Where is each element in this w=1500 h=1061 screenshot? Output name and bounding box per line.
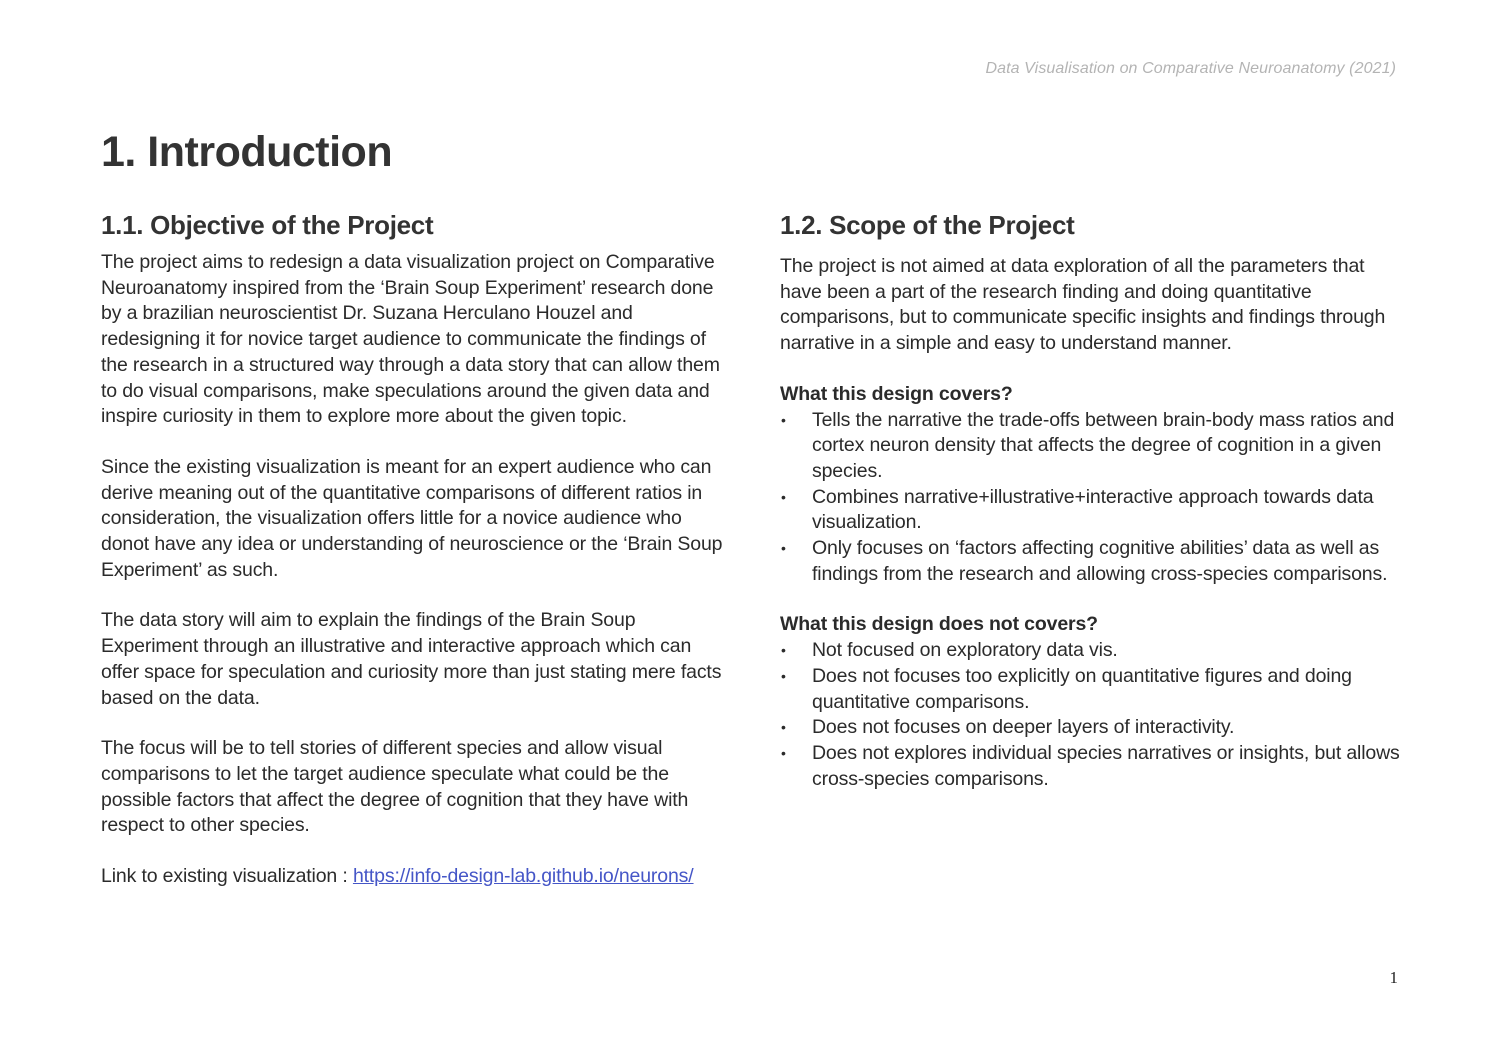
objective-section [101,208,726,915]
page-number: 1 [1389,968,1398,987]
list-item-text: Not focused on exploratory data vis. [812,639,1118,662]
bullet-icon: • [781,411,786,428]
list-item [780,485,1400,536]
link-label: Link to existing visualization : [101,865,353,888]
bullet-icon: • [781,540,786,557]
bullet-icon: • [781,719,786,736]
list-item-text: Combines narrative+illustrative+interactive approach towards data visualization. [812,485,1374,534]
list-item-text: Does not focuses too explicitly on quantitative figures and doing quantitative comparisons. [812,664,1352,713]
scope-intro: The project is not aimed at data exploration of all the parameters that have been a part of the research finding and doing quantitative comparisons, but to communicate specific insights and findings through narrative in a simple and easy to understand manner. [780,255,1386,355]
list-item-text: Does not explores individual species narratives or insights, but allows cross-species comparisons. [812,741,1400,790]
bullet-icon: • [781,744,786,761]
list-item [780,536,1400,587]
not-covers-list [780,638,1400,792]
list-item [780,741,1400,792]
list-item-text: Only focuses on ‘factors affecting cognitive abilities’ data as well as findings from the research and allowing cross-species comparisons. [812,537,1388,585]
objective-paragraph: The focus will be to tell stories of different species and allow visual comparisons to let the target audience speculate what could be the possible factors that affect the degree of cognition that they have with respect to other species. [101,737,689,837]
bullet-icon: • [781,488,786,505]
running-header: Data Visualisation on Comparative Neuroanatomy (2021) [985,60,1396,77]
objective-paragraph: The project aims to redesign a data visualization project on Comparative Neuroanatomy inspired from the ‘Brain Soup Experiment’ research done by a brazilian neuroscientist Dr. Suzana Herculano Houzel and redesigning it for novice target audience to communicate the findings of the research in a structured way through a data story that can allow them to do visual comparisons, make speculations around the given data and inspire curiosity in them to explore more about the given topic. [101,251,720,428]
objective-heading: 1.1. Objective of the Project [101,210,434,240]
list-item-text: Does not focuses on deeper layers of interactivity. [812,716,1235,739]
covers-heading: What this design covers? [780,382,1013,405]
existing-visualization-link[interactable]: https://info-design-lab.github.io/neurons/ [352,865,694,888]
list-item [780,638,1400,664]
not-covers-heading: What this design does not covers? [780,613,1098,636]
bullet-icon: • [781,667,786,684]
covers-list [780,408,1400,588]
scope-section [780,208,1400,817]
objective-paragraph: Since the existing visualization is meant for an expert audience who can derive meaning out of the quantitative comparisons of different ratios in consideration, the visualization offers little for a novice audience who donot have any idea or understanding of neuroscience or the ‘Brain Soup Experiment’ as such. [101,455,723,581]
bullet-icon: • [781,642,786,659]
objective-paragraph: The data story will aim to explain the findings of the Brain Soup Experiment through an illustrative and interactive approach which can offer space for speculation and curiosity more than just stating mere facts based on the data. [101,609,722,709]
list-item [780,664,1400,715]
scope-heading: 1.2. Scope of the Project [780,210,1075,240]
list-item [780,715,1400,741]
page-title: 1. Introduction [101,128,393,176]
existing-visualization-link-line [101,864,726,890]
list-item [780,408,1400,485]
list-item-text: Tells the narrative the trade-offs between brain-body mass ratios and cortex neuron density that affects the degree of cognition in a given species. [812,408,1395,482]
